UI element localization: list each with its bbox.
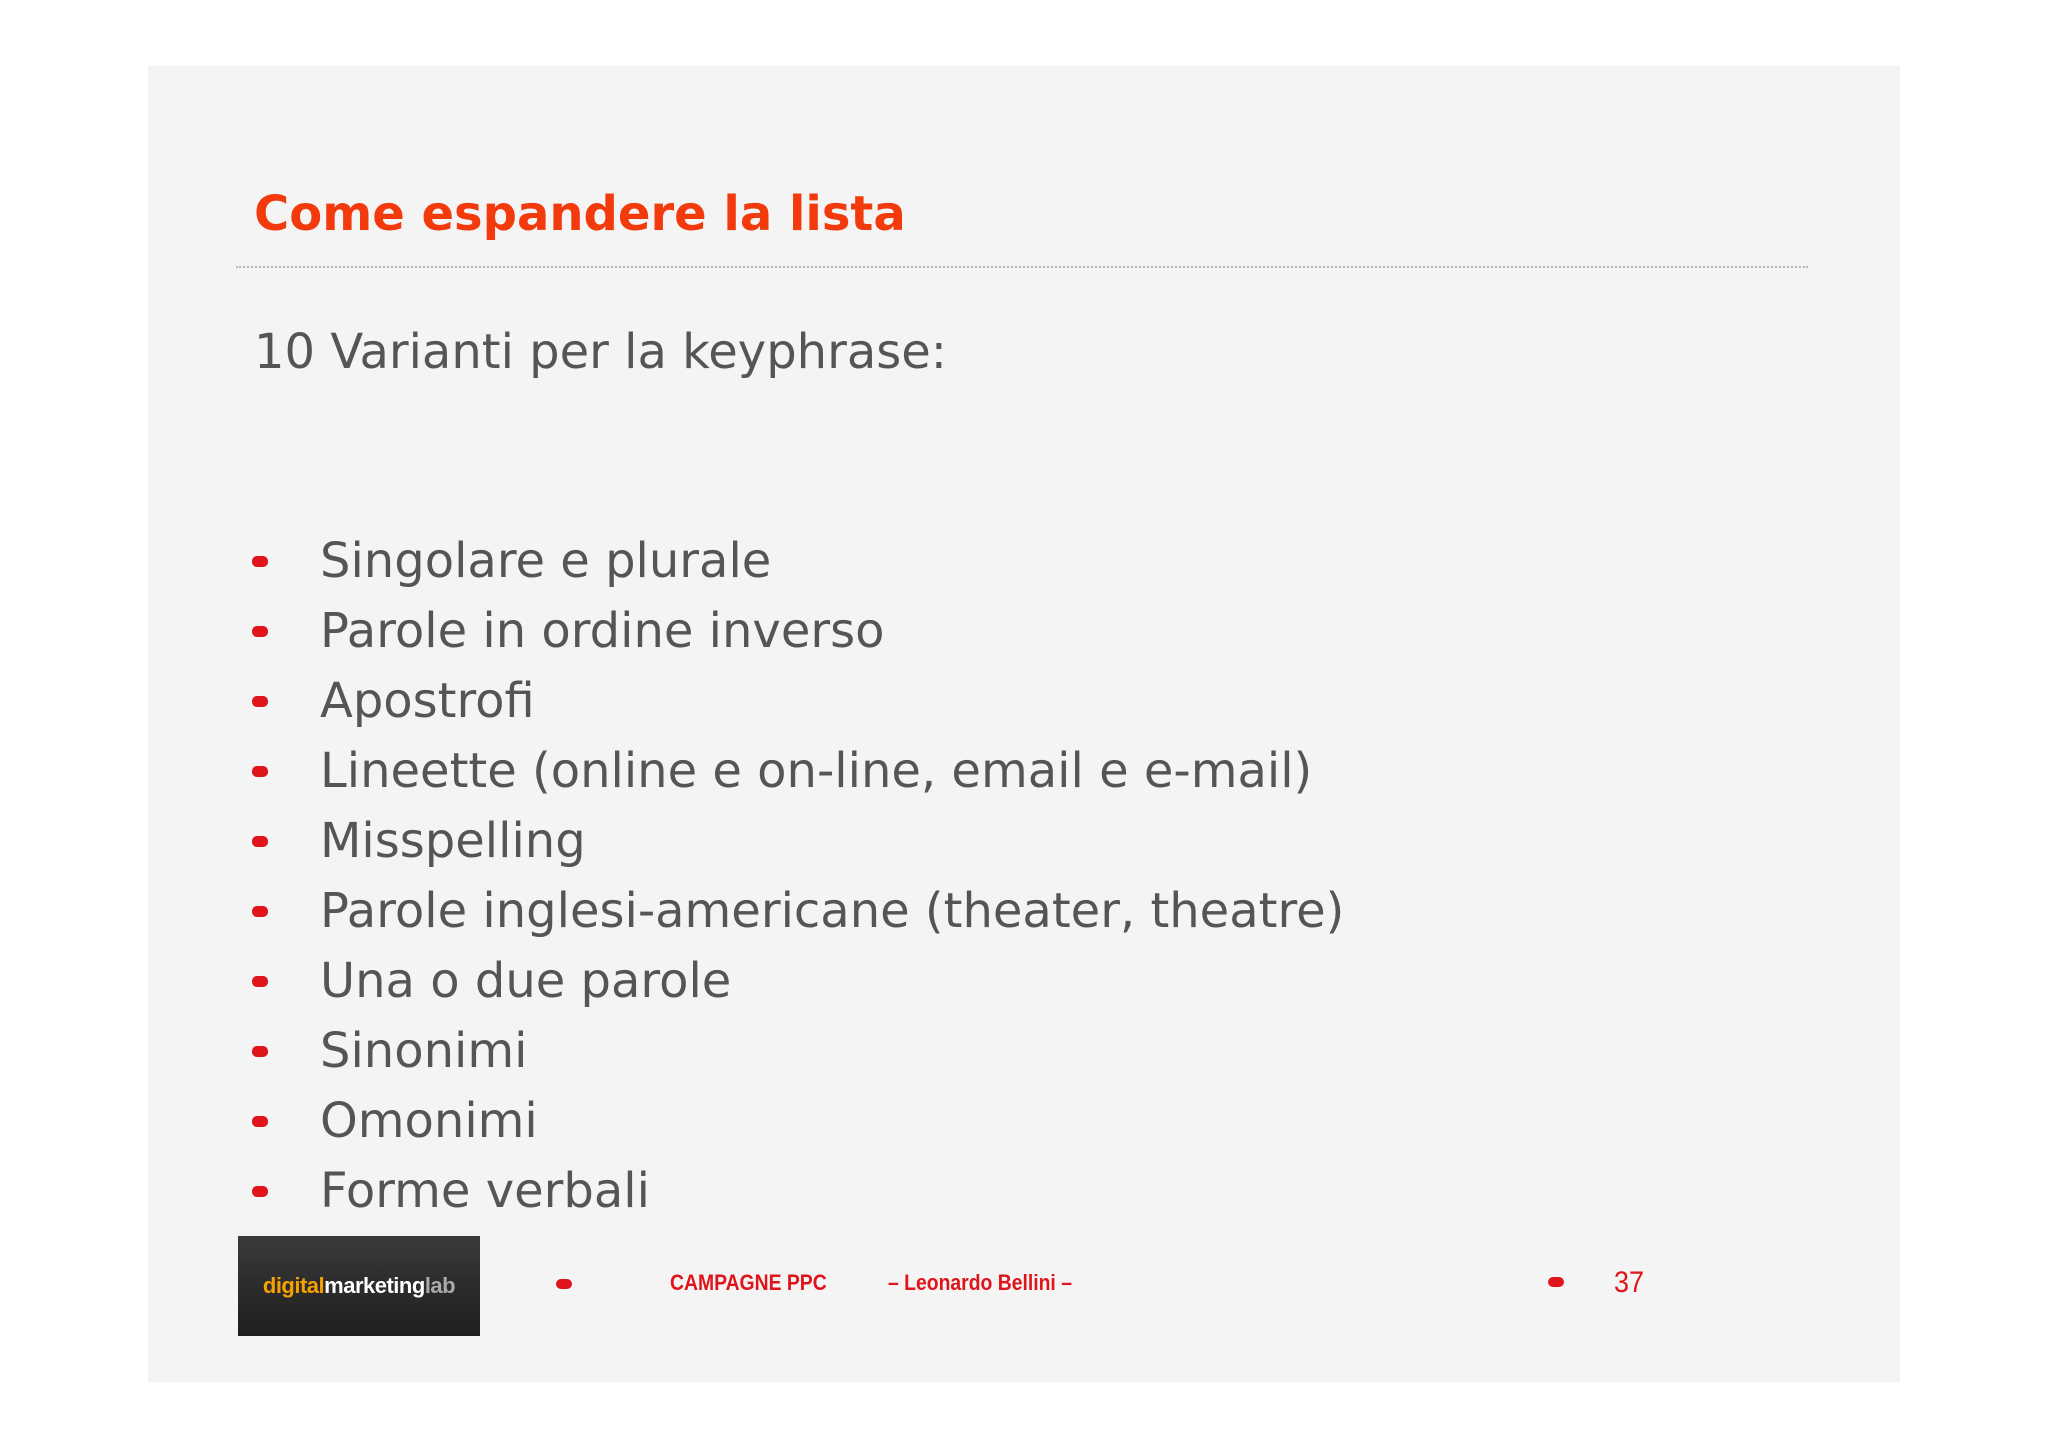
list-item xyxy=(252,946,1344,1016)
list-item-text: Sinonimi xyxy=(320,1023,528,1079)
logo-text-digital: digital xyxy=(262,1273,325,1298)
list-item-text: Misspelling xyxy=(320,813,586,869)
footer-author: – Leonardo Bellini – xyxy=(888,1270,1072,1295)
slide-title: Come espandere la lista xyxy=(254,186,906,242)
list-item xyxy=(252,876,1344,946)
list-item xyxy=(252,806,1344,876)
slide-subtitle: 10 Varianti per la keyphrase: xyxy=(254,324,947,380)
title-divider xyxy=(236,266,1808,268)
list-item xyxy=(252,1086,1344,1156)
list-item xyxy=(252,596,1344,666)
footer-bullet-icon xyxy=(1548,1277,1564,1287)
bullet-icon xyxy=(252,626,268,637)
list-item xyxy=(252,1156,1344,1226)
footer-bullet-icon xyxy=(556,1279,572,1289)
list-item-text: Omonimi xyxy=(320,1093,538,1149)
bullet-icon xyxy=(252,906,268,917)
list-item-text: Forme verbali xyxy=(320,1163,650,1219)
bullet-icon xyxy=(252,1116,268,1127)
list-item-text: Una o due parole xyxy=(320,953,732,1009)
list-item-text: Parole inglesi-americane (theater, theatre) xyxy=(320,883,1345,939)
digitalmarketinglab-logo xyxy=(238,1236,480,1336)
list-item-text: Lineette (online e on-line, email e e-mail) xyxy=(320,743,1313,799)
page-number: 37 xyxy=(1614,1266,1645,1299)
list-item xyxy=(252,1016,1344,1086)
list-item-text: Parole in ordine inverso xyxy=(320,603,885,659)
list-item xyxy=(252,526,1344,596)
bullet-list xyxy=(252,526,1344,1226)
bullet-icon xyxy=(252,1186,268,1197)
bullet-icon xyxy=(252,1046,268,1057)
logo-text-lab: lab xyxy=(424,1273,456,1298)
bullet-icon xyxy=(252,696,268,707)
slide xyxy=(148,66,1900,1382)
footer-course: CAMPAGNE PPC xyxy=(670,1270,827,1295)
list-item xyxy=(252,736,1344,806)
logo-text-marketing: marketing xyxy=(324,1273,425,1298)
list-item-text: Singolare e plurale xyxy=(320,533,772,589)
bullet-icon xyxy=(252,836,268,847)
list-item-text: Apostrofi xyxy=(320,673,535,729)
bullet-icon xyxy=(252,556,268,567)
bullet-icon xyxy=(252,766,268,777)
list-item xyxy=(252,666,1344,736)
bullet-icon xyxy=(252,976,268,987)
